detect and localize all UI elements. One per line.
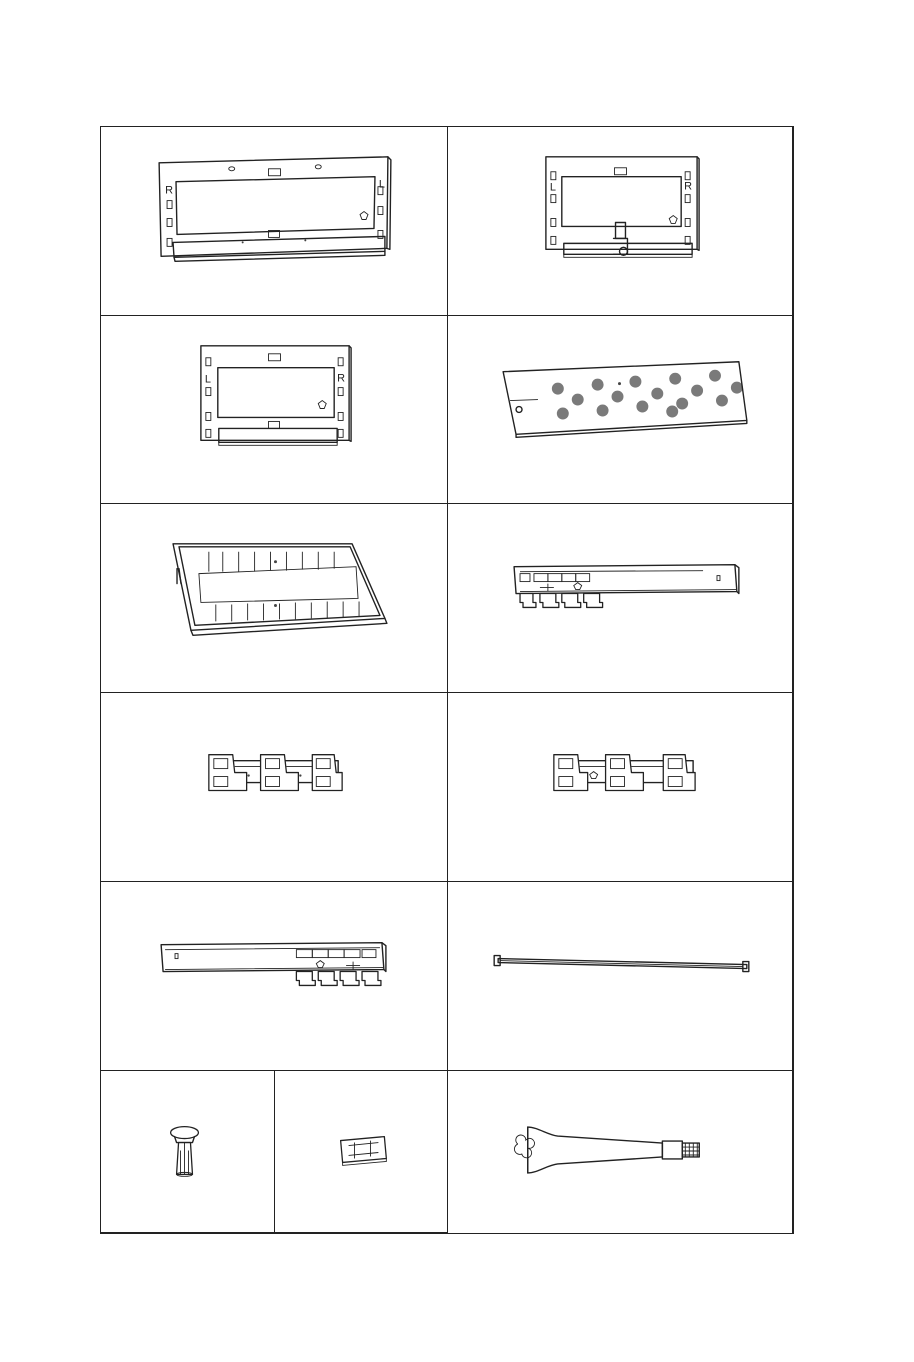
cell-rod (448, 882, 793, 1071)
cell-clip-bracket-b (448, 693, 793, 882)
cell-perforated-panel (448, 316, 793, 504)
frame-large-drawing (101, 127, 447, 315)
frame-small-drawing (101, 316, 447, 503)
label-l: L (204, 373, 211, 386)
small-plate-drawing (275, 1071, 447, 1232)
label-r: R (337, 372, 346, 385)
cell-small-plate (275, 1071, 448, 1233)
perforated-panel-drawing (448, 316, 792, 503)
cell-slide-rail-right (448, 504, 793, 693)
slide-rail-left-drawing (101, 882, 447, 1070)
slide-rail-right-drawing (448, 504, 792, 692)
clip-bracket-b-drawing (448, 693, 792, 881)
cell-push-pin (101, 1071, 275, 1233)
cell-frame-large (101, 127, 448, 316)
clip-bracket-a-drawing (101, 693, 447, 881)
cell-clip-bracket-a (101, 693, 448, 882)
cell-ribbed-tray (101, 504, 448, 693)
label-r: R (684, 180, 693, 193)
label-r: R (165, 184, 173, 197)
frame-medium-drawing (448, 127, 792, 315)
cell-frame-medium (448, 127, 793, 316)
cell-slide-rail-left (101, 882, 448, 1071)
rod-drawing (448, 882, 792, 1070)
cell-handle (448, 1071, 793, 1233)
label-l: L (378, 178, 386, 191)
push-pin-drawing (101, 1071, 274, 1232)
handle-drawing (448, 1071, 792, 1233)
label-l: L (549, 181, 556, 194)
ribbed-tray-drawing (101, 504, 447, 692)
parts-table (100, 126, 794, 1234)
cell-frame-small (101, 316, 448, 504)
